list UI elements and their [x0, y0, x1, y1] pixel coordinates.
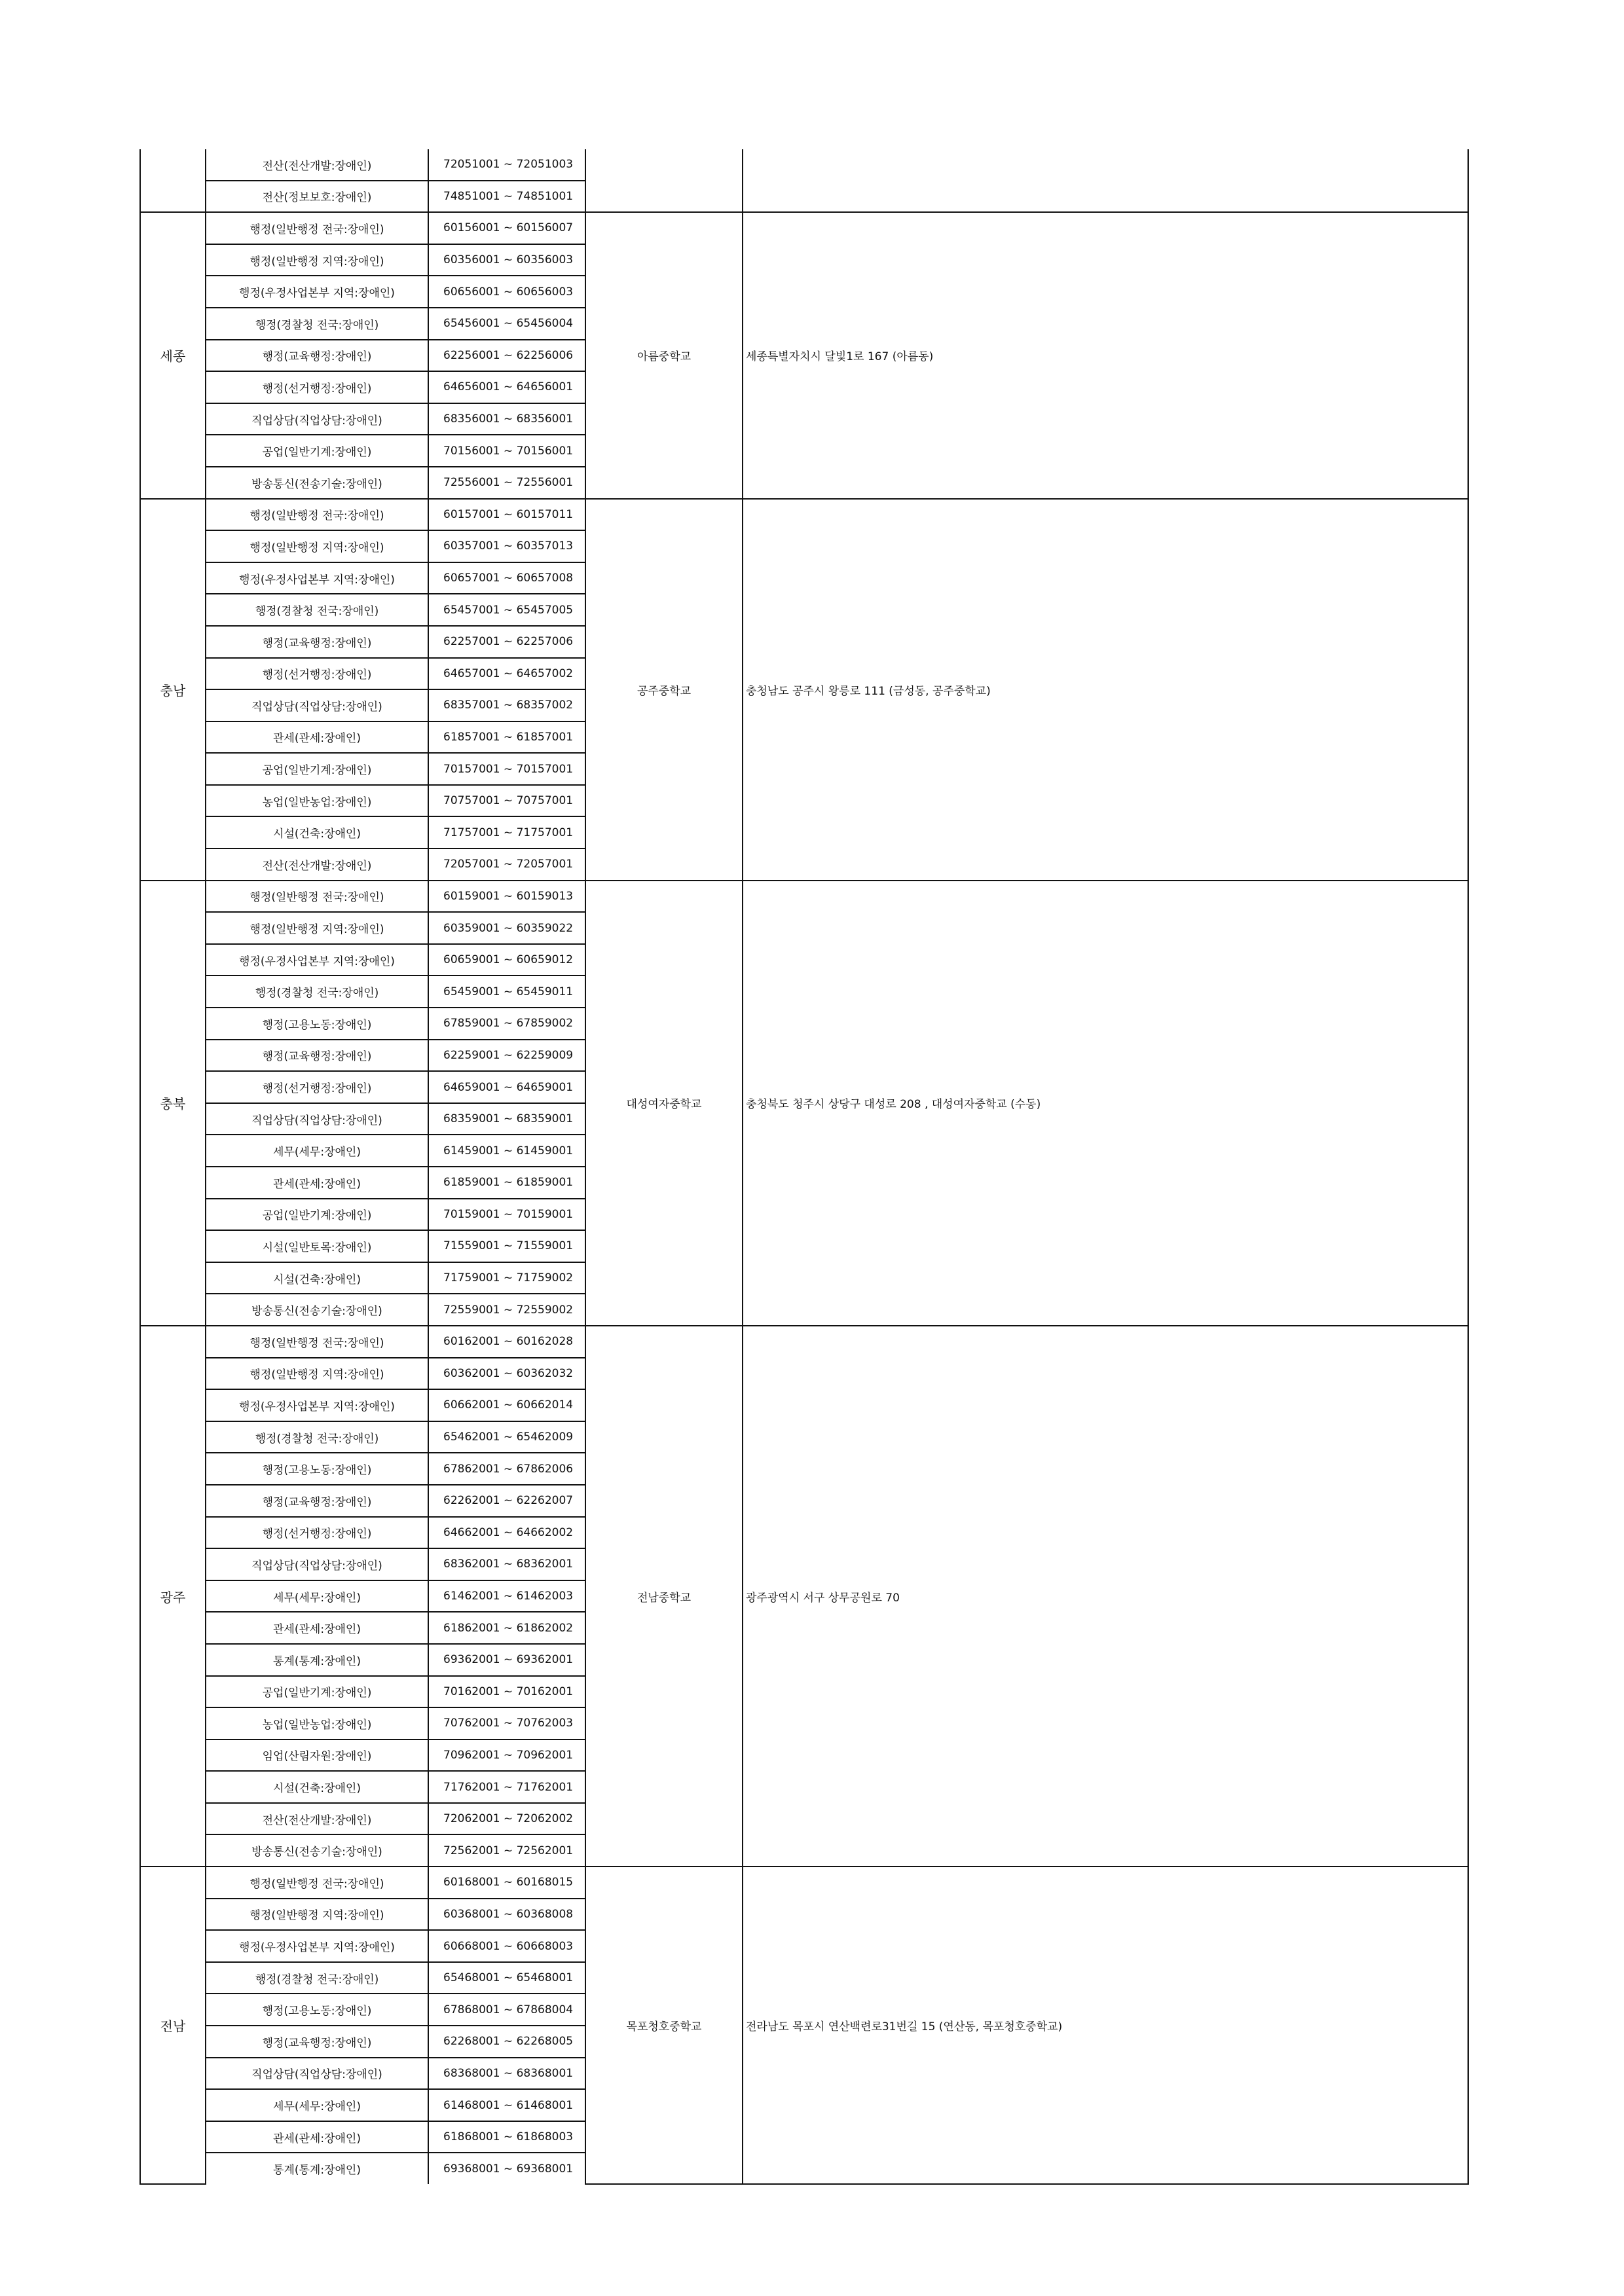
position-cell: 행정(교육행정:장애인): [206, 1040, 428, 1072]
exam-number-range-cell: 71559001 ~ 71559001: [428, 1230, 585, 1262]
position-cell: 직업상담(직업상담:장애인): [206, 689, 428, 721]
school-cell: 목포청호중학교: [585, 1867, 743, 2184]
exam-number-range-cell: 64659001 ~ 64659001: [428, 1071, 585, 1103]
exam-number-range-cell: 68362001 ~ 68362001: [428, 1548, 585, 1580]
exam-number-range-cell: 60659001 ~ 60659012: [428, 944, 585, 976]
exam-number-range-cell: 67868001 ~ 67868004: [428, 1994, 585, 2026]
exam-number-range-cell: 60356001 ~ 60356003: [428, 244, 585, 276]
exam-number-range-cell: 61462001 ~ 61462003: [428, 1580, 585, 1613]
region-cell: 충북: [140, 881, 206, 1326]
exam-number-range-cell: 68356001 ~ 68356001: [428, 403, 585, 435]
position-cell: 행정(고용노동:장애인): [206, 1994, 428, 2026]
exam-number-range-cell: 64656001 ~ 64656001: [428, 371, 585, 403]
position-cell: 관세(관세:장애인): [206, 1167, 428, 1199]
exam-number-range-cell: 60168001 ~ 60168015: [428, 1867, 585, 1899]
exam-number-range-cell: 68359001 ~ 68359001: [428, 1103, 585, 1135]
position-cell: 행정(우정사업본부 지역:장애인): [206, 562, 428, 594]
exam-number-range-cell: 60359001 ~ 60359022: [428, 912, 585, 944]
position-cell: 농업(일반농업:장애인): [206, 1707, 428, 1740]
exam-number-range-cell: 65457001 ~ 65457005: [428, 594, 585, 626]
position-cell: 방송통신(전송기술:장애인): [206, 467, 428, 499]
exam-number-range-cell: 69362001 ~ 69362001: [428, 1644, 585, 1676]
exam-number-range-cell: 68368001 ~ 68368001: [428, 2058, 585, 2090]
exam-number-range-cell: 62259001 ~ 62259009: [428, 1040, 585, 1072]
position-cell: 행정(선거행정:장애인): [206, 1071, 428, 1103]
address-cell: [743, 149, 1468, 212]
exam-number-range-cell: 60156001 ~ 60156007: [428, 212, 585, 244]
exam-number-range-cell: 60657001 ~ 60657008: [428, 562, 585, 594]
exam-number-range-cell: 60157001 ~ 60157011: [428, 499, 585, 531]
position-cell: 관세(관세:장애인): [206, 1612, 428, 1644]
position-cell: 전산(전산개발:장애인): [206, 848, 428, 881]
exam-number-range-cell: 71757001 ~ 71757001: [428, 816, 585, 848]
position-cell: 행정(일반행정 지역:장애인): [206, 1899, 428, 1931]
exam-number-range-cell: 72562001 ~ 72562001: [428, 1834, 585, 1867]
exam-number-range-cell: 60656001 ~ 60656003: [428, 276, 585, 308]
position-cell: 시설(건축:장애인): [206, 1771, 428, 1803]
exam-number-range-cell: 65462001 ~ 65462009: [428, 1421, 585, 1453]
school-cell: 대성여자중학교: [585, 881, 743, 1326]
exam-number-range-cell: 72559001 ~ 72559002: [428, 1294, 585, 1326]
position-cell: 직업상담(직업상담:장애인): [206, 1103, 428, 1135]
exam-number-range-cell: 70762001 ~ 70762003: [428, 1707, 585, 1740]
exam-number-range-cell: 65468001 ~ 65468001: [428, 1962, 585, 1994]
position-cell: 행정(선거행정:장애인): [206, 1517, 428, 1549]
table-row: [140, 499, 1468, 531]
position-cell: 행정(교육행정:장애인): [206, 626, 428, 658]
exam-number-range-cell: 70757001 ~ 70757001: [428, 785, 585, 817]
position-cell: 세무(세무:장애인): [206, 1135, 428, 1167]
address-cell: 충청남도 공주시 왕릉로 111 (금성동, 공주중학교): [743, 499, 1468, 881]
position-cell: 행정(일반행정 지역:장애인): [206, 1358, 428, 1390]
position-cell: 전산(전산개발:장애인): [206, 1803, 428, 1835]
table-row: [140, 149, 1468, 181]
position-cell: 공업(일반기계:장애인): [206, 753, 428, 785]
position-cell: 행정(고용노동:장애인): [206, 1453, 428, 1485]
exam-number-range-cell: 60357001 ~ 60357013: [428, 530, 585, 562]
exam-venue-table-body: [140, 149, 1468, 2184]
position-cell: 전산(정보보호:장애인): [206, 181, 428, 213]
table-row: [140, 881, 1468, 913]
position-cell: 임업(산림자원:장애인): [206, 1740, 428, 1772]
position-cell: 행정(우정사업본부 지역:장애인): [206, 276, 428, 308]
table-row: [140, 212, 1468, 244]
school-cell: 전남중학교: [585, 1326, 743, 1867]
region-cell: 충남: [140, 499, 206, 881]
region-cell: 광주: [140, 1326, 206, 1867]
position-cell: 행정(교육행정:장애인): [206, 340, 428, 372]
exam-number-range-cell: 70159001 ~ 70159001: [428, 1199, 585, 1231]
position-cell: 행정(일반행정 전국:장애인): [206, 1326, 428, 1358]
position-cell: 행정(일반행정 전국:장애인): [206, 212, 428, 244]
position-cell: 세무(세무:장애인): [206, 1580, 428, 1613]
exam-number-range-cell: 60668001 ~ 60668003: [428, 1930, 585, 1962]
position-cell: 세무(세무:장애인): [206, 2089, 428, 2121]
position-cell: 행정(경찰청 전국:장애인): [206, 594, 428, 626]
position-cell: 행정(선거행정:장애인): [206, 658, 428, 690]
address-cell: 전라남도 목포시 연산백련로31번길 15 (연산동, 목포청호중학교): [743, 1867, 1468, 2184]
region-cell: 세종: [140, 212, 206, 498]
address-cell: 광주광역시 서구 상무공원로 70: [743, 1326, 1468, 1867]
position-cell: 행정(교육행정:장애인): [206, 1485, 428, 1517]
position-cell: 행정(일반행정 지역:장애인): [206, 912, 428, 944]
exam-number-range-cell: 71762001 ~ 71762001: [428, 1771, 585, 1803]
exam-number-range-cell: 61862001 ~ 61862002: [428, 1612, 585, 1644]
exam-number-range-cell: 70962001 ~ 70962001: [428, 1740, 585, 1772]
exam-number-range-cell: 72057001 ~ 72057001: [428, 848, 585, 881]
position-cell: 행정(일반행정 전국:장애인): [206, 499, 428, 531]
position-cell: 공업(일반기계:장애인): [206, 1676, 428, 1708]
exam-number-range-cell: 60368001 ~ 60368008: [428, 1899, 585, 1931]
exam-number-range-cell: 61468001 ~ 61468001: [428, 2089, 585, 2121]
exam-number-range-cell: 70156001 ~ 70156001: [428, 435, 585, 467]
position-cell: 행정(일반행정 전국:장애인): [206, 1867, 428, 1899]
exam-number-range-cell: 69368001 ~ 69368001: [428, 2153, 585, 2184]
exam-number-range-cell: 67862001 ~ 67862006: [428, 1453, 585, 1485]
position-cell: 행정(일반행정 지역:장애인): [206, 244, 428, 276]
region-cell: 전남: [140, 1867, 206, 2184]
exam-number-range-cell: 74851001 ~ 74851001: [428, 181, 585, 213]
exam-number-range-cell: 60159001 ~ 60159013: [428, 881, 585, 913]
position-cell: 행정(우정사업본부 지역:장애인): [206, 944, 428, 976]
position-cell: 농업(일반농업:장애인): [206, 785, 428, 817]
region-cell: [140, 149, 206, 212]
position-cell: 행정(경찰청 전국:장애인): [206, 308, 428, 340]
exam-number-range-cell: 67859001 ~ 67859002: [428, 1008, 585, 1040]
exam-number-range-cell: 70157001 ~ 70157001: [428, 753, 585, 785]
position-cell: 행정(선거행정:장애인): [206, 371, 428, 403]
exam-number-range-cell: 70162001 ~ 70162001: [428, 1676, 585, 1708]
exam-number-range-cell: 65459001 ~ 65459011: [428, 975, 585, 1008]
position-cell: 방송통신(전송기술:장애인): [206, 1294, 428, 1326]
exam-venue-table: [139, 149, 1469, 2185]
position-cell: 행정(일반행정 전국:장애인): [206, 881, 428, 913]
position-cell: 직업상담(직업상담:장애인): [206, 403, 428, 435]
exam-number-range-cell: 62268001 ~ 62268005: [428, 2026, 585, 2058]
position-cell: 행정(경찰청 전국:장애인): [206, 1421, 428, 1453]
position-cell: 관세(관세:장애인): [206, 721, 428, 754]
position-cell: 행정(일반행정 지역:장애인): [206, 530, 428, 562]
position-cell: 행정(우정사업본부 지역:장애인): [206, 1930, 428, 1962]
exam-number-range-cell: 60662001 ~ 60662014: [428, 1389, 585, 1421]
exam-number-range-cell: 60362001 ~ 60362032: [428, 1358, 585, 1390]
exam-number-range-cell: 68357001 ~ 68357002: [428, 689, 585, 721]
position-cell: 방송통신(전송기술:장애인): [206, 1834, 428, 1867]
position-cell: 공업(일반기계:장애인): [206, 435, 428, 467]
exam-number-range-cell: 72556001 ~ 72556001: [428, 467, 585, 499]
position-cell: 행정(우정사업본부 지역:장애인): [206, 1389, 428, 1421]
position-cell: 통계(통계:장애인): [206, 2153, 428, 2184]
position-cell: 행정(경찰청 전국:장애인): [206, 975, 428, 1008]
position-cell: 통계(통계:장애인): [206, 1644, 428, 1676]
exam-number-range-cell: 60162001 ~ 60162028: [428, 1326, 585, 1358]
position-cell: 직업상담(직업상담:장애인): [206, 1548, 428, 1580]
exam-number-range-cell: 61859001 ~ 61859001: [428, 1167, 585, 1199]
exam-number-range-cell: 64662001 ~ 64662002: [428, 1517, 585, 1549]
position-cell: 행정(경찰청 전국:장애인): [206, 1962, 428, 1994]
school-cell: 아름중학교: [585, 212, 743, 498]
address-cell: 세종특별자치시 달빛1로 167 (아름동): [743, 212, 1468, 498]
exam-number-range-cell: 65456001 ~ 65456004: [428, 308, 585, 340]
exam-number-range-cell: 72062001 ~ 72062002: [428, 1803, 585, 1835]
position-cell: 직업상담(직업상담:장애인): [206, 2058, 428, 2090]
position-cell: 행정(고용노동:장애인): [206, 1008, 428, 1040]
exam-number-range-cell: 72051001 ~ 72051003: [428, 149, 585, 181]
exam-number-range-cell: 62257001 ~ 62257006: [428, 626, 585, 658]
position-cell: 시설(건축:장애인): [206, 1262, 428, 1294]
position-cell: 시설(건축:장애인): [206, 816, 428, 848]
exam-number-range-cell: 61857001 ~ 61857001: [428, 721, 585, 754]
school-cell: 공주중학교: [585, 499, 743, 881]
position-cell: 전산(전산개발:장애인): [206, 149, 428, 181]
table-row: [140, 1326, 1468, 1358]
address-cell: 충청북도 청주시 상당구 대성로 208 , 대성여자중학교 (수동): [743, 881, 1468, 1326]
exam-number-range-cell: 62262001 ~ 62262007: [428, 1485, 585, 1517]
exam-number-range-cell: 64657001 ~ 64657002: [428, 658, 585, 690]
exam-number-range-cell: 71759001 ~ 71759002: [428, 1262, 585, 1294]
school-cell: [585, 149, 743, 212]
position-cell: 시설(일반토목:장애인): [206, 1230, 428, 1262]
exam-number-range-cell: 61459001 ~ 61459001: [428, 1135, 585, 1167]
position-cell: 행정(교육행정:장애인): [206, 2026, 428, 2058]
table-row: [140, 1867, 1468, 1899]
position-cell: 공업(일반기계:장애인): [206, 1199, 428, 1231]
exam-number-range-cell: 62256001 ~ 62256006: [428, 340, 585, 372]
position-cell: 관세(관세:장애인): [206, 2121, 428, 2153]
exam-number-range-cell: 61868001 ~ 61868003: [428, 2121, 585, 2153]
